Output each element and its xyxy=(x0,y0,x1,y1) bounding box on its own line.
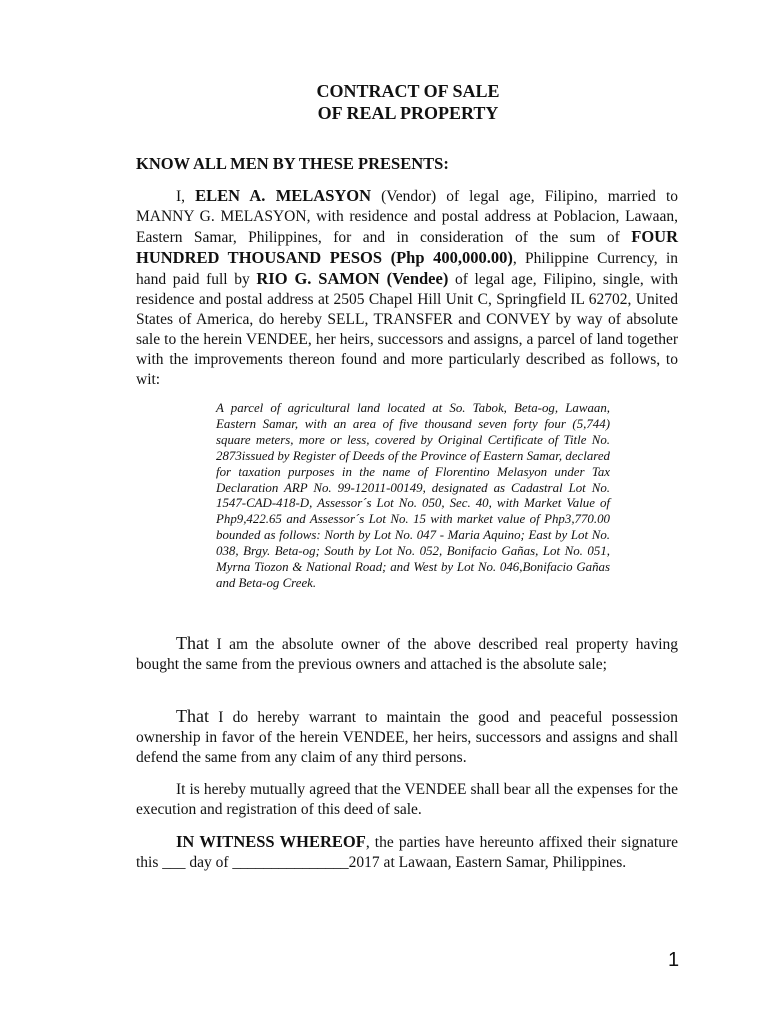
sale-terms-text-3: , Philippine Currency, in hand paid full by xyxy=(136,250,679,288)
warranty-lead: That xyxy=(176,706,209,726)
paragraph-expenses: It is hereby mutually agreed that the VENDEE shall bear all the expenses for the execution and registration of this deed of sale. xyxy=(136,781,678,818)
ownership-text: I am the absolute owner of the above described real property having bought the same from the previous owners and attached is the absolute sale; xyxy=(136,636,678,673)
paragraph-warranty xyxy=(136,706,678,768)
warranty-text: I do hereby warrant to maintain the good and peaceful possession ownership in favor of the herein VENDEE, her heirs, successors and assigns and shall defend the same from any claim of any third persons. xyxy=(136,709,678,766)
sale-terms-text-4: of legal age, Filipino, single, with residence and postal address at 2505 Chapel Hill Unit C, Springfield IL 62702, United States of America, do hereby SELL, TRANSFER and CONVEY by way of absolute sale to the herein VENDEE, her heirs, successors and assigns, a parcel of land together with the improvements thereon found and more particularly described as follows, to wit: xyxy=(136,271,678,388)
preamble-heading: KNOW ALL MEN BY THESE PRESENTS: xyxy=(136,154,449,173)
sale-amount: FOUR HUNDRED THOUSAND PESOS (Php 400,000.00) xyxy=(136,227,678,267)
paragraph-ownership xyxy=(136,633,678,675)
page-number: 1 xyxy=(668,949,680,971)
ownership-lead: That xyxy=(176,633,209,653)
vendee-name: RIO G. SAMON (Vendee) xyxy=(256,269,449,288)
witness-text: , the parties have hereunto affixed their signature this ___ day of _______________2017 at Lawaan, Eastern Samar, Philippines. xyxy=(136,834,678,871)
title-line-1: CONTRACT OF SALE xyxy=(316,81,500,101)
vendor-name: ELEN A. MELASYON xyxy=(195,186,372,205)
title-line-2: OF REAL PROPERTY xyxy=(317,103,499,123)
sale-terms-text-2: (Vendor) of legal age, Filipino, married to MANNY G. MELASYON, with residence and postal address at Poblacion, Lawaan, Eastern Samar, Philippines, for and in consideration of the sum of xyxy=(136,188,678,246)
paragraph-witness xyxy=(136,832,678,873)
property-description: A parcel of agricultural land located at So. Tabok, Beta-og, Lawaan, Eastern Samar, with an area of five thousand seven forty four (5,744) square meters, more or less, covered by Original Certificate of Title No. 2873issued by Register of Deeds of the Province of Eastern Samar, declared for taxation purposes in the name of Florentino Melasyon under Tax Declaration ARP No. 99-12011-00149, designated as Cadastral Lot No. 1547-CAD-418-D, Assessor´s Lot No. 050, Sec. 40, with Market Value of Php9,422.65 and Assessor´s Lot No. 15 with market value of Php3,770.00 bounded as follows: North by Lot No. 047 - Maria Aquino; East by Lot No. 038, Brgy. Beta-og; South by Lot No. 052, Bonifacio Gañas, Lot No. 051, Myrna Tiozon & National Road; and West by Lot No. 046,Bonifacio Gañas and Beta-og Creek. xyxy=(216,401,610,590)
sale-terms-text-1: I, xyxy=(176,188,196,205)
paragraph-sale-terms xyxy=(136,186,678,390)
witness-lead: IN WITNESS WHEREOF xyxy=(176,832,366,851)
